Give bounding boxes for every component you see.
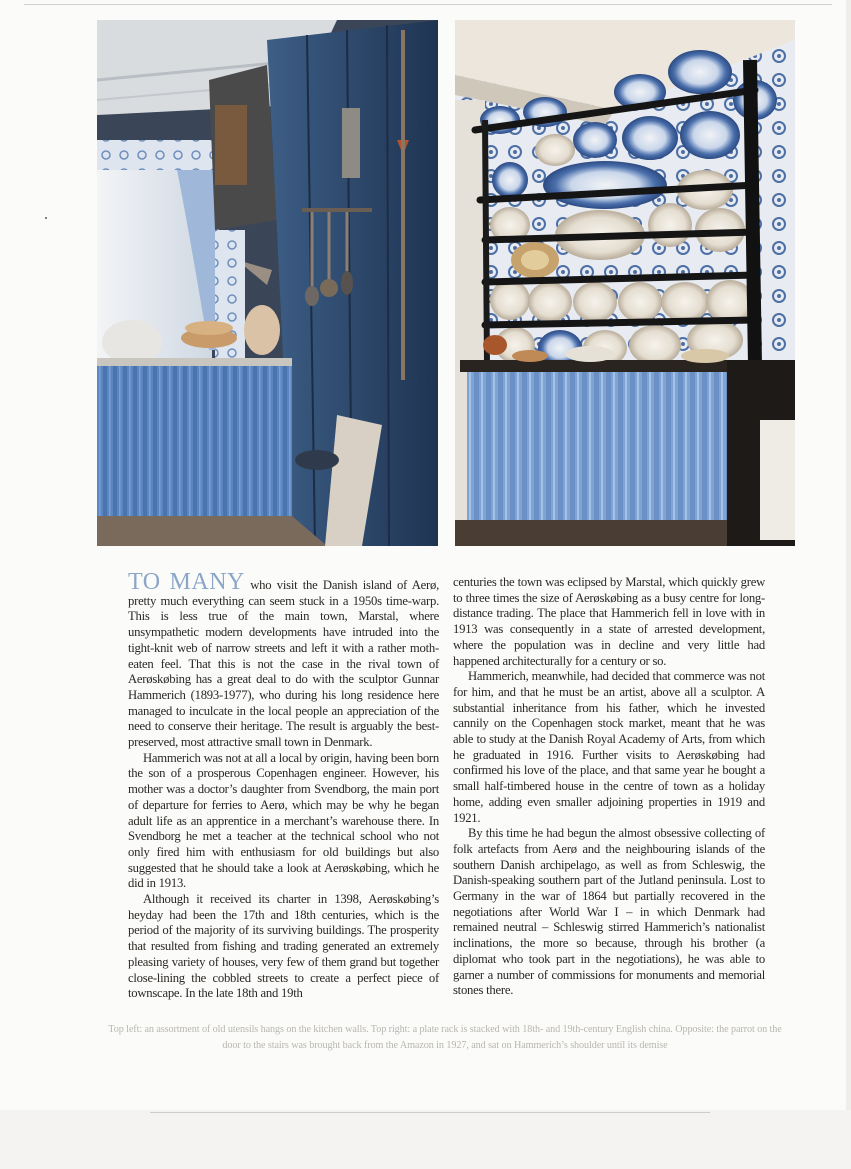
article-column-left: [128, 569, 439, 1002]
drop-cap: TO MANY: [128, 569, 245, 595]
kitchen-photo: [97, 20, 438, 546]
photo-caption: Top left: an assortment of old utensils hangs on the kitchen walls. Top right: a plate rack is stacked with 18th- and 19th-century English china. Opposite: the parrot on the door to the stairs was brought back from the Amazon in 1927, and sat on Hammerich’s shoulder until its demise: [108, 1024, 782, 1051]
scan-edge: [24, 4, 832, 5]
scan-artifact-line: [150, 1112, 710, 1113]
scan-speck: [45, 217, 47, 219]
article-paragraph: Hammerich was not at all a local by origin, having been born the son of a prosperous Copenhagen engineer. However, his mother was a doctor’s daughter from Svendborg, the main port of departure for ferries to Aerø, which may be why he began adult life as an apprentice in a merchant’s warehouse there. In Svendborg he met a teacher at the technical school who not only fired him with enthusiasm for old buildings but also suggested that he should take a look at Aerøskøbing, which he did in 1913.: [128, 750, 439, 891]
article-paragraph: Hammerich, meanwhile, had decided that commerce was not for him, and that he must be an artist, above all a sculptor. A substantial inheritance from his father, which he invested cannily on the Copenhagen stock market, meant that he was able to study at the Danish Royal Academy of Arts, from which he graduated in 1916. Further visits to Aerøskøbing had confirmed his love of the place, and that same year he bought a small half-timbered house in the centre of town as a holiday home, adding even smaller adjoining properties in 1919 and 1921.: [453, 669, 765, 825]
article-paragraph: Although it received its charter in 1398, Aerøskøbing’s heyday had been the 17th and 18th centuries, which is the period of the majority of its surviving buildings. The prosperity that resulted from fishing and trading generated an extremely pleasing variety of houses, very few of them grand but together close-lining the cobbled streets to create a perfect piece of townscape. In the late 18th and 19th: [128, 892, 439, 1001]
article-paragraph: centuries the town was eclipsed by Marstal, which quickly grew to three times the size of Aerøskøbing as a busy centre for long-distance trading. The place that Hammerich fell in love with in 1913 was consequently in a state of arrested development, where the population was in decline and very little had happened architecturally for a century or so.: [453, 575, 765, 668]
scan-margin: [0, 1110, 851, 1169]
plate-rack-photo: [455, 20, 795, 546]
article-column-right: [453, 575, 765, 999]
paragraph-text: who visit the Danish island of Aerø, pretty much everything can seem stuck in a 1950s time-warp. This is less true of the main town, Marstal, where unsympathetic modern developments have intruded into the tight-knit web of narrow streets and left it with a rather moth-eaten feel. That this is not the case in the rival town of Aerøskøbing has a great deal to do with the sculptor Gunnar Hammerich (1893-1977), who during his long residence here managed to inculcate in the local people an appreciation of the need to conserve their heritage. The result is arguably the best-preserved, most attractive small town in Denmark.: [128, 578, 439, 750]
article-paragraph: [128, 569, 439, 751]
page-fold-shadow: [846, 0, 851, 1169]
article-paragraph: By this time he had begun the almost obsessive collecting of folk artefacts from Aerø and the neighbouring islands of the southern Danish archipelago, as well as from Schleswig, the Danish-speaking southern part of the Jutland peninsula. Lost to Germany in the war of 1864 but partially recovered in the negotiations after World War I – in which Denmark had remained neutral – Schleswig stirred Hammerich’s nationalist inclinations, the more so because, through his brother (a diplomat who took part in the negotiations), he was able to garner a number of commissions for monuments and memorial stones there.: [453, 826, 765, 998]
